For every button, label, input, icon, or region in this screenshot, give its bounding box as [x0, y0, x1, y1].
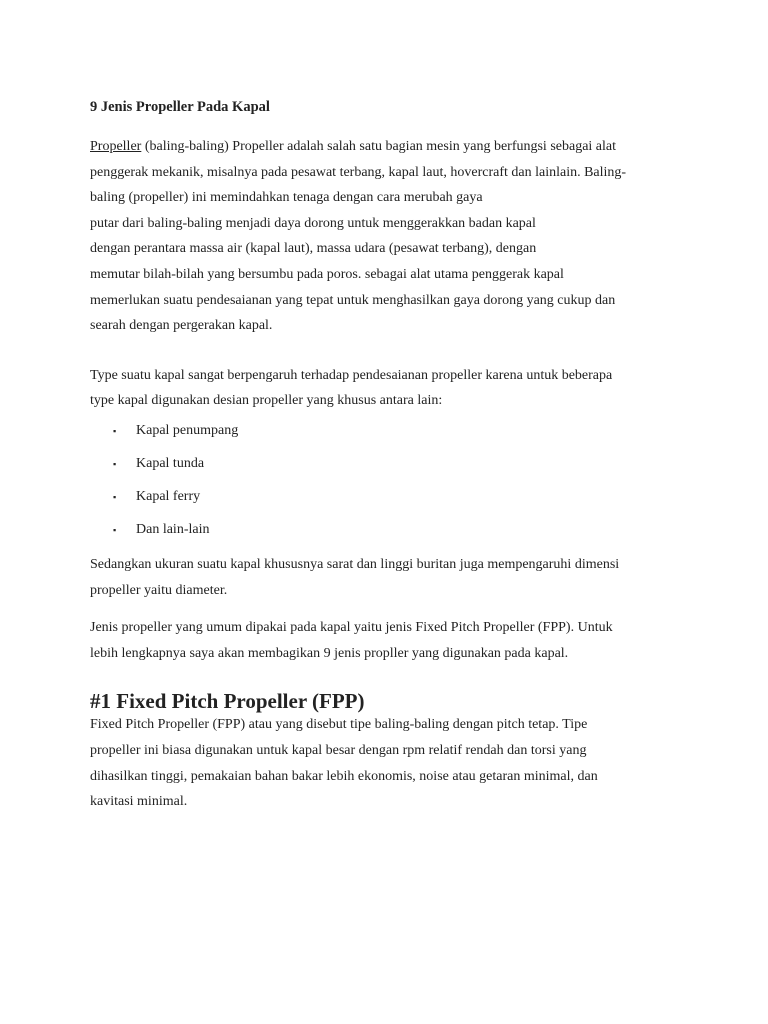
fpp-paragraph [90, 712, 680, 814]
document-title: 9 Jenis Propeller Pada Kapal [90, 99, 270, 115]
spacer [90, 603, 680, 615]
list-item [90, 486, 680, 519]
type-line: Type suatu kapal sangat berpengaruh terhadap pendesaianan propeller karena untuk beberapa [90, 367, 613, 383]
intro-paragraph [90, 134, 680, 339]
intro-line: memerlukan suatu pendesaianan yang tepat untuk menghasilkan gaya dorong yang cukup dan [90, 292, 616, 308]
jenis-paragraph [90, 615, 680, 666]
list-item-label: Kapal tunda [136, 455, 205, 471]
list-item-label: Dan lain-lain [136, 521, 210, 537]
bullet-square-icon: ▪ [113, 458, 117, 469]
list-item-label: Kapal ferry [136, 488, 201, 504]
kapal-type-list [90, 420, 680, 552]
intro-line: dengan perantara massa air (kapal laut), massa udara (pesawat terbang), dengan [90, 241, 537, 257]
list-item [90, 453, 680, 486]
ukuran-line: Sedangkan ukuran suatu kapal khususnya sarat dan linggi buritan juga mempengaruhi dimensi [90, 556, 620, 572]
intro-line: searah dengan pergerakan kapal. [90, 318, 273, 334]
document-body [90, 96, 680, 815]
jenis-line: lebih lengkapnya saya akan membagikan 9 jenis propller yang digunakan pada kapal. [90, 645, 569, 661]
jenis-line: Jenis propeller yang umum dipakai pada kapal yaitu jenis Fixed Pitch Propeller (FPP). Untuk [90, 620, 613, 636]
list-item-label: Kapal penumpang [136, 422, 239, 438]
ukuran-line: propeller yaitu diameter. [90, 582, 228, 598]
intro-line: penggerak mekanik, misalnya pada pesawat terbang, kapal laut, hovercraft dan lainlain. Baling- [90, 164, 627, 180]
fpp-line: propeller ini biasa digunakan untuk kapal besar dengan rpm relatif rendah dan torsi yang [90, 742, 587, 758]
type-line: type kapal digunakan desian propeller yang khusus antara lain: [90, 393, 443, 409]
type-paragraph [90, 363, 680, 414]
fpp-line: kavitasi minimal. [90, 794, 188, 810]
spacer [90, 666, 680, 690]
bullet-square-icon: ▪ [113, 491, 117, 502]
intro-line: baling (propeller) ini memindahkan tenaga dengan cara merubah gaya [90, 190, 483, 206]
intro-line: memutar bilah-bilah yang bersumbu pada poros. sebagai alat utama penggerak kapal [90, 266, 564, 282]
bullet-square-icon: ▪ [113, 425, 117, 436]
list-item [90, 519, 680, 552]
section-heading-fpp: #1 Fixed Pitch Propeller (FPP) [90, 689, 365, 714]
propeller-link[interactable]: Propeller [90, 139, 142, 154]
bullet-square-icon: ▪ [113, 524, 117, 535]
spacer [90, 339, 680, 363]
fpp-line: Fixed Pitch Propeller (FPP) atau yang disebut tipe baling-baling dengan pitch tetap. Tipe [90, 717, 588, 733]
intro-line [90, 134, 680, 160]
intro-first-line-text: (baling-baling) Propeller adalah salah satu bagian mesin yang berfungsi sebagai alat [141, 139, 617, 154]
fpp-line: dihasilkan tinggi, pemakaian bahan bakar lebih ekonomis, noise atau getaran minimal, dan [90, 768, 598, 784]
ukuran-paragraph [90, 552, 680, 603]
intro-line: putar dari baling-baling menjadi daya dorong untuk menggerakkan badan kapal [90, 215, 536, 231]
list-item [90, 420, 680, 453]
